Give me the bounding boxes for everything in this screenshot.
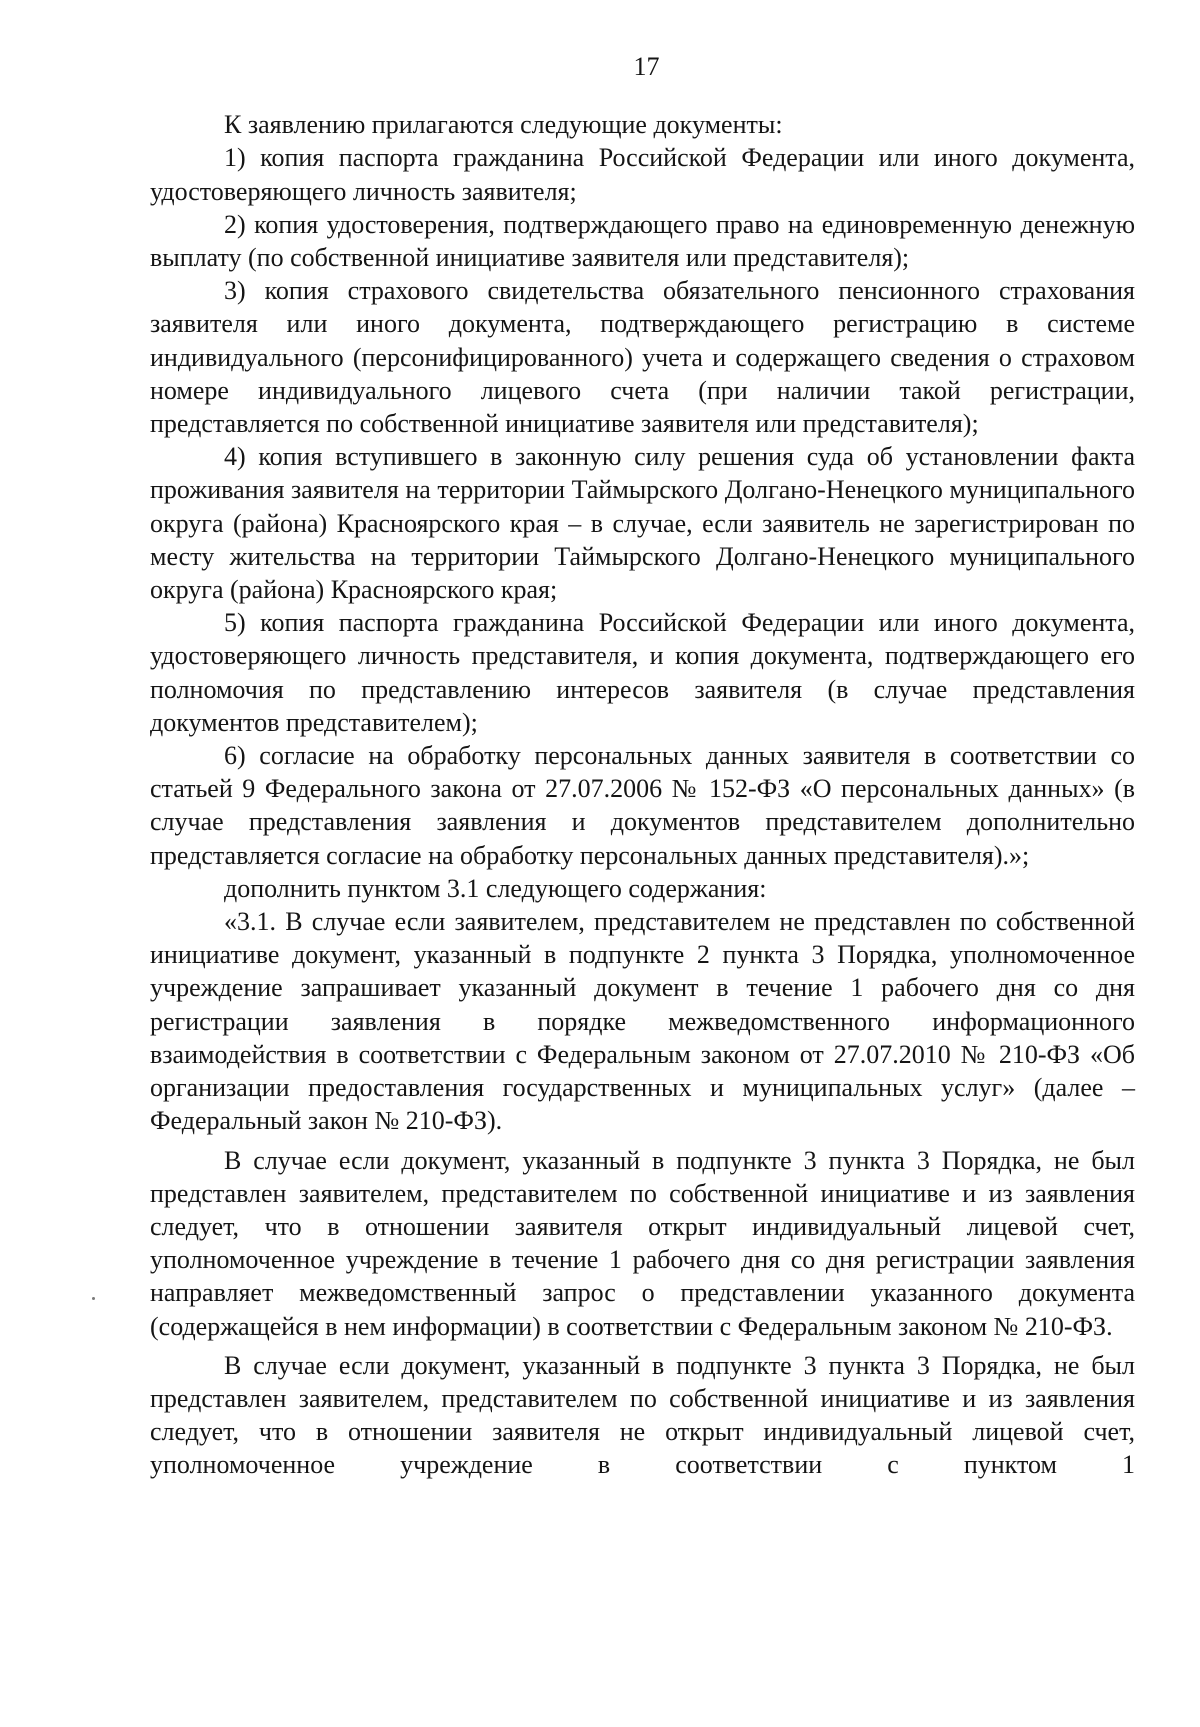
- paragraph-item-2: 2) копия удостоверения, подтверждающего право на единовременную денежную выплату (по собственной инициативе заявителя или представителя);: [150, 209, 1135, 273]
- paragraph-item-4: 4) копия вступившего в законную силу решения суда об установлении факта проживания заявителя на территории Таймырского Долгано-Ненецкого муниципального округа (района) Красноярского края – в случае, если заявитель не зарегистрирован по месту жительства на территории Таймырского Долгано-Ненецкого муниципального округа (района) Красноярского края;: [150, 442, 1135, 605]
- paragraph-item-3: 3) копия страхового свидетельства обязательного пенсионного страхования заявителя или иного документа, подтверждающего регистрацию в системе индивидуального (персонифицированного) учета и содержащего сведения о страховом номере индивидуального лицевого счета (при наличии такой регистрации, представляется по собственной инициативе заявителя или представителя);: [150, 276, 1135, 439]
- document-page: [150, 50, 1135, 1482]
- paragraph-item-5: 5) копия паспорта гражданина Российской Федерации или иного документа, удостоверяющего личность представителя, и копия документа, подтверждающего его полномочия по представлению интересов заявителя (в случае представления документов представителем);: [150, 608, 1135, 737]
- paragraph-item-1: 1) копия паспорта гражданина Российской Федерации или иного документа, удостоверяющего личность заявителя;: [150, 143, 1135, 206]
- paragraph-item-6: 6) согласие на обработку персональных данных заявителя в соответствии со статьей 9 Федерального закона от 27.07.2006 № 152-ФЗ «О персональных данных» (в случае представления заявления и документов представителем дополнительно представляется согласие на обработку персональных данных представителя).»;: [150, 741, 1135, 870]
- page-number: 17: [633, 52, 660, 81]
- scan-artifact-dot: [92, 1297, 95, 1300]
- paragraph-amendment-intro: дополнить пунктом 3.1 следующего содержания:: [224, 873, 767, 903]
- paragraph-intro: К заявлению прилагаются следующие документы:: [224, 110, 783, 140]
- paragraph-clause-3-1: «3.1. В случае если заявителем, представителем не представлен по собственной инициативе документ, указанный в подпункте 2 пункта 3 Порядка, уполномоченное учреждение запрашивает указанный документ в течение 1 рабочего дня со дня регистрации заявления в порядке межведомственного информационного взаимодействия в соответствии с Федеральным законом от 27.07.2010 № 210-ФЗ «Об организации предоставления государственных и муниципальных услуг» (далее – Федеральный закон № 210-ФЗ).: [150, 907, 1135, 1136]
- paragraph-clause-3-1-case-open-account: В случае если документ, указанный в подпункте 3 пункта 3 Порядка, не был представлен заявителем, представителем по собственной инициативе и из заявления следует, что в отношении заявителя открыт индивидуальный лицевой счет, уполномоченное учреждение в течение 1 рабочего дня со дня регистрации заявления направляет межведомственный запрос о представлении указанного документа (содержащейся в нем информации) в соответствии с Федеральным законом № 210-ФЗ.: [150, 1145, 1135, 1341]
- paragraph-clause-3-1-case-no-account: В случае если документ, указанный в подпункте 3 пункта 3 Порядка, не был представлен заявителем, представителем по собственной инициативе и из заявления следует, что в отношении заявителя не открыт индивидуальный лицевой счет, уполномоченное учреждение в соответствии с пунктом 1: [150, 1350, 1135, 1480]
